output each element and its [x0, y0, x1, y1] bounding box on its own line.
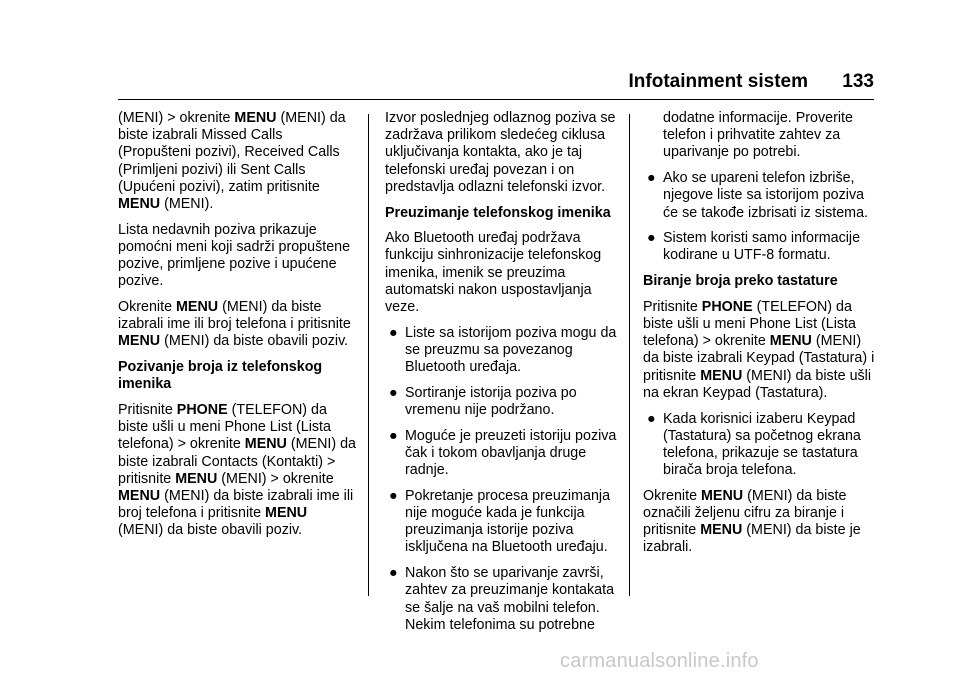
bullet-item: [385, 488, 617, 557]
paragraph: Lista nedavnih poziva prikazuje pomoćni meni koji sadrži propuštene pozive, primljene pozive i upućene pozive.: [118, 221, 351, 290]
text: (MENI) da biste izabrali Contacts (Kontakti) > pritisnite: [118, 436, 357, 487]
text-column-1: [118, 110, 356, 548]
text: (MENI) da biste izabrali Missed Calls (Propušteni pozivi), Received Calls (Primljeni pozivi) ili Sent Calls (Upućeni pozivi), zatim pritisnite: [118, 110, 346, 195]
subheading: Preuzimanje telefonskog imenika: [385, 204, 611, 221]
bullet-item: [643, 411, 875, 480]
text-column-3: [643, 110, 875, 565]
menu-keyword: MENU: [244, 436, 287, 453]
text: (MENI).: [160, 196, 214, 213]
paragraph: [643, 299, 875, 402]
section-title: Infotainment sistem: [628, 71, 808, 92]
text: (MENI) > okrenite: [118, 110, 235, 126]
menu-keyword: MENU: [118, 196, 161, 213]
column-divider: [629, 114, 630, 596]
bullet-item: [643, 230, 875, 264]
text: (MENI) da biste je izabrali.: [643, 522, 861, 556]
bullet-item: [643, 170, 875, 222]
text: Okrenite: [118, 299, 177, 316]
page-header: [118, 71, 874, 100]
bullet-item: [385, 428, 617, 480]
subheading: Pozivanje broja iz telefonskog imenika: [118, 359, 323, 393]
bullet-icon: ●: [389, 427, 398, 444]
text: (MENI) da biste ušli na ekran Keypad (Tastatura).: [643, 367, 872, 401]
column-divider: [368, 114, 369, 596]
bullet-item: [385, 565, 617, 634]
bullet-text: Moguće je preuzeti istoriju poziva čak i tokom obavljanja druge radnje.: [405, 427, 617, 479]
text: (MENI) da biste izabrali Keypad (Tastatura) i pritisnite: [643, 333, 875, 384]
bullet-text: Sistem koristi samo informacije kodirane u UTF-8 formatu.: [663, 230, 861, 264]
phone-keyword: PHONE: [701, 298, 753, 315]
bullet-continuation: dodatne informacije. Proverite telefon i prihvatite zahtev za uparivanje po potrebi.: [663, 110, 853, 161]
paragraph: [118, 110, 356, 213]
bullet-item: [385, 325, 617, 377]
text: (MENI) da biste obavili poziv.: [118, 522, 303, 539]
bullet-text: Liste sa istorijom poziva mogu da se preuzmu sa povezanog Bluetooth uređaja.: [405, 324, 617, 376]
watermark: carmanualsonline.info: [560, 650, 759, 672]
menu-keyword: MENU: [118, 488, 161, 505]
bullet-text: Kada korisnici izaberu Keypad (Tastatura) sa početnog ekrana telefona, prikazuje se tastatura birača broja telefona.: [663, 410, 861, 479]
menu-keyword: MENU: [701, 487, 744, 504]
phone-keyword: PHONE: [176, 402, 228, 419]
subheading: Biranje broja preko tastature: [643, 273, 838, 290]
paragraph: Ako Bluetooth uređaj podržava funkciju sinhronizacije telefonskog imenika, imenik se preuzima automatski nakon uspostavljanja veze.: [385, 230, 602, 316]
paragraph: [118, 299, 356, 351]
text: (MENI) da biste označili željenu cifru za biranje i pritisnite: [643, 487, 847, 539]
menu-keyword: MENU: [176, 299, 219, 316]
bullet-text: Pokretanje procesa preuzimanja nije moguće kada je funkcija preuzimanja istorije poziva isključena na Bluetooth uređaju.: [405, 487, 611, 556]
bullet-icon: ●: [389, 487, 398, 504]
paragraph: [118, 402, 356, 540]
text: Pritisnite: [643, 298, 702, 315]
menu-keyword: MENU: [118, 333, 161, 350]
menu-keyword: MENU: [234, 110, 277, 126]
text: (MENI) da biste obavili poziv.: [160, 333, 349, 350]
bullet-text: Sortiranje istorija poziva po vremenu nije podržano.: [405, 384, 577, 419]
bullet-text: Ako se upareni telefon izbriše, njegove liste sa istorijom poziva će se takođe izbrisati iz sistema.: [663, 170, 869, 221]
text: (MENI) > okrenite: [217, 470, 334, 487]
menu-keyword: MENU: [700, 522, 743, 539]
menu-keyword: MENU: [175, 470, 218, 487]
text: (TELEFON) da biste ušli u meni Phone List (Lista telefona) > okrenite: [643, 298, 856, 350]
text: Pritisnite: [118, 402, 177, 419]
bullet-icon: ●: [389, 324, 398, 341]
text: (MENI) da biste izabrali ime ili broj telefona i pritisnite: [118, 488, 354, 522]
paragraph: [643, 488, 875, 557]
text: (TELEFON) da biste ušli u meni Phone List (Lista telefona) > okrenite: [118, 402, 331, 453]
bullet-icon: ●: [389, 384, 398, 401]
menu-keyword: MENU: [769, 333, 812, 350]
bullet-icon: ●: [389, 565, 398, 582]
bullet-icon: ●: [647, 410, 656, 427]
paragraph: Izvor poslednjeg odlaznog poziva se zadržava prilikom sledećeg ciklusa uključivanja kontakta, ako je taj telefonski uređaj povezan i on predstavlja odlazni telefonski izvor.: [385, 110, 616, 195]
text: (MENI) da biste izabrali ime ili broj telefona i pritisnite: [118, 299, 351, 333]
text: Okrenite: [643, 487, 702, 504]
bullet-icon: ●: [647, 170, 656, 187]
bullet-icon: ●: [647, 230, 656, 247]
menu-keyword: MENU: [265, 505, 308, 522]
text-column-2: [385, 110, 617, 642]
page-number: 133: [842, 71, 874, 92]
bullet-item: [385, 385, 617, 419]
menu-keyword: MENU: [700, 367, 743, 384]
bullet-text: Nakon što se uparivanje završi, zahtev za preuzimanje kontakata se šalje na vaš mobilni telefon. Nekim telefonima su potrebne: [405, 565, 615, 633]
